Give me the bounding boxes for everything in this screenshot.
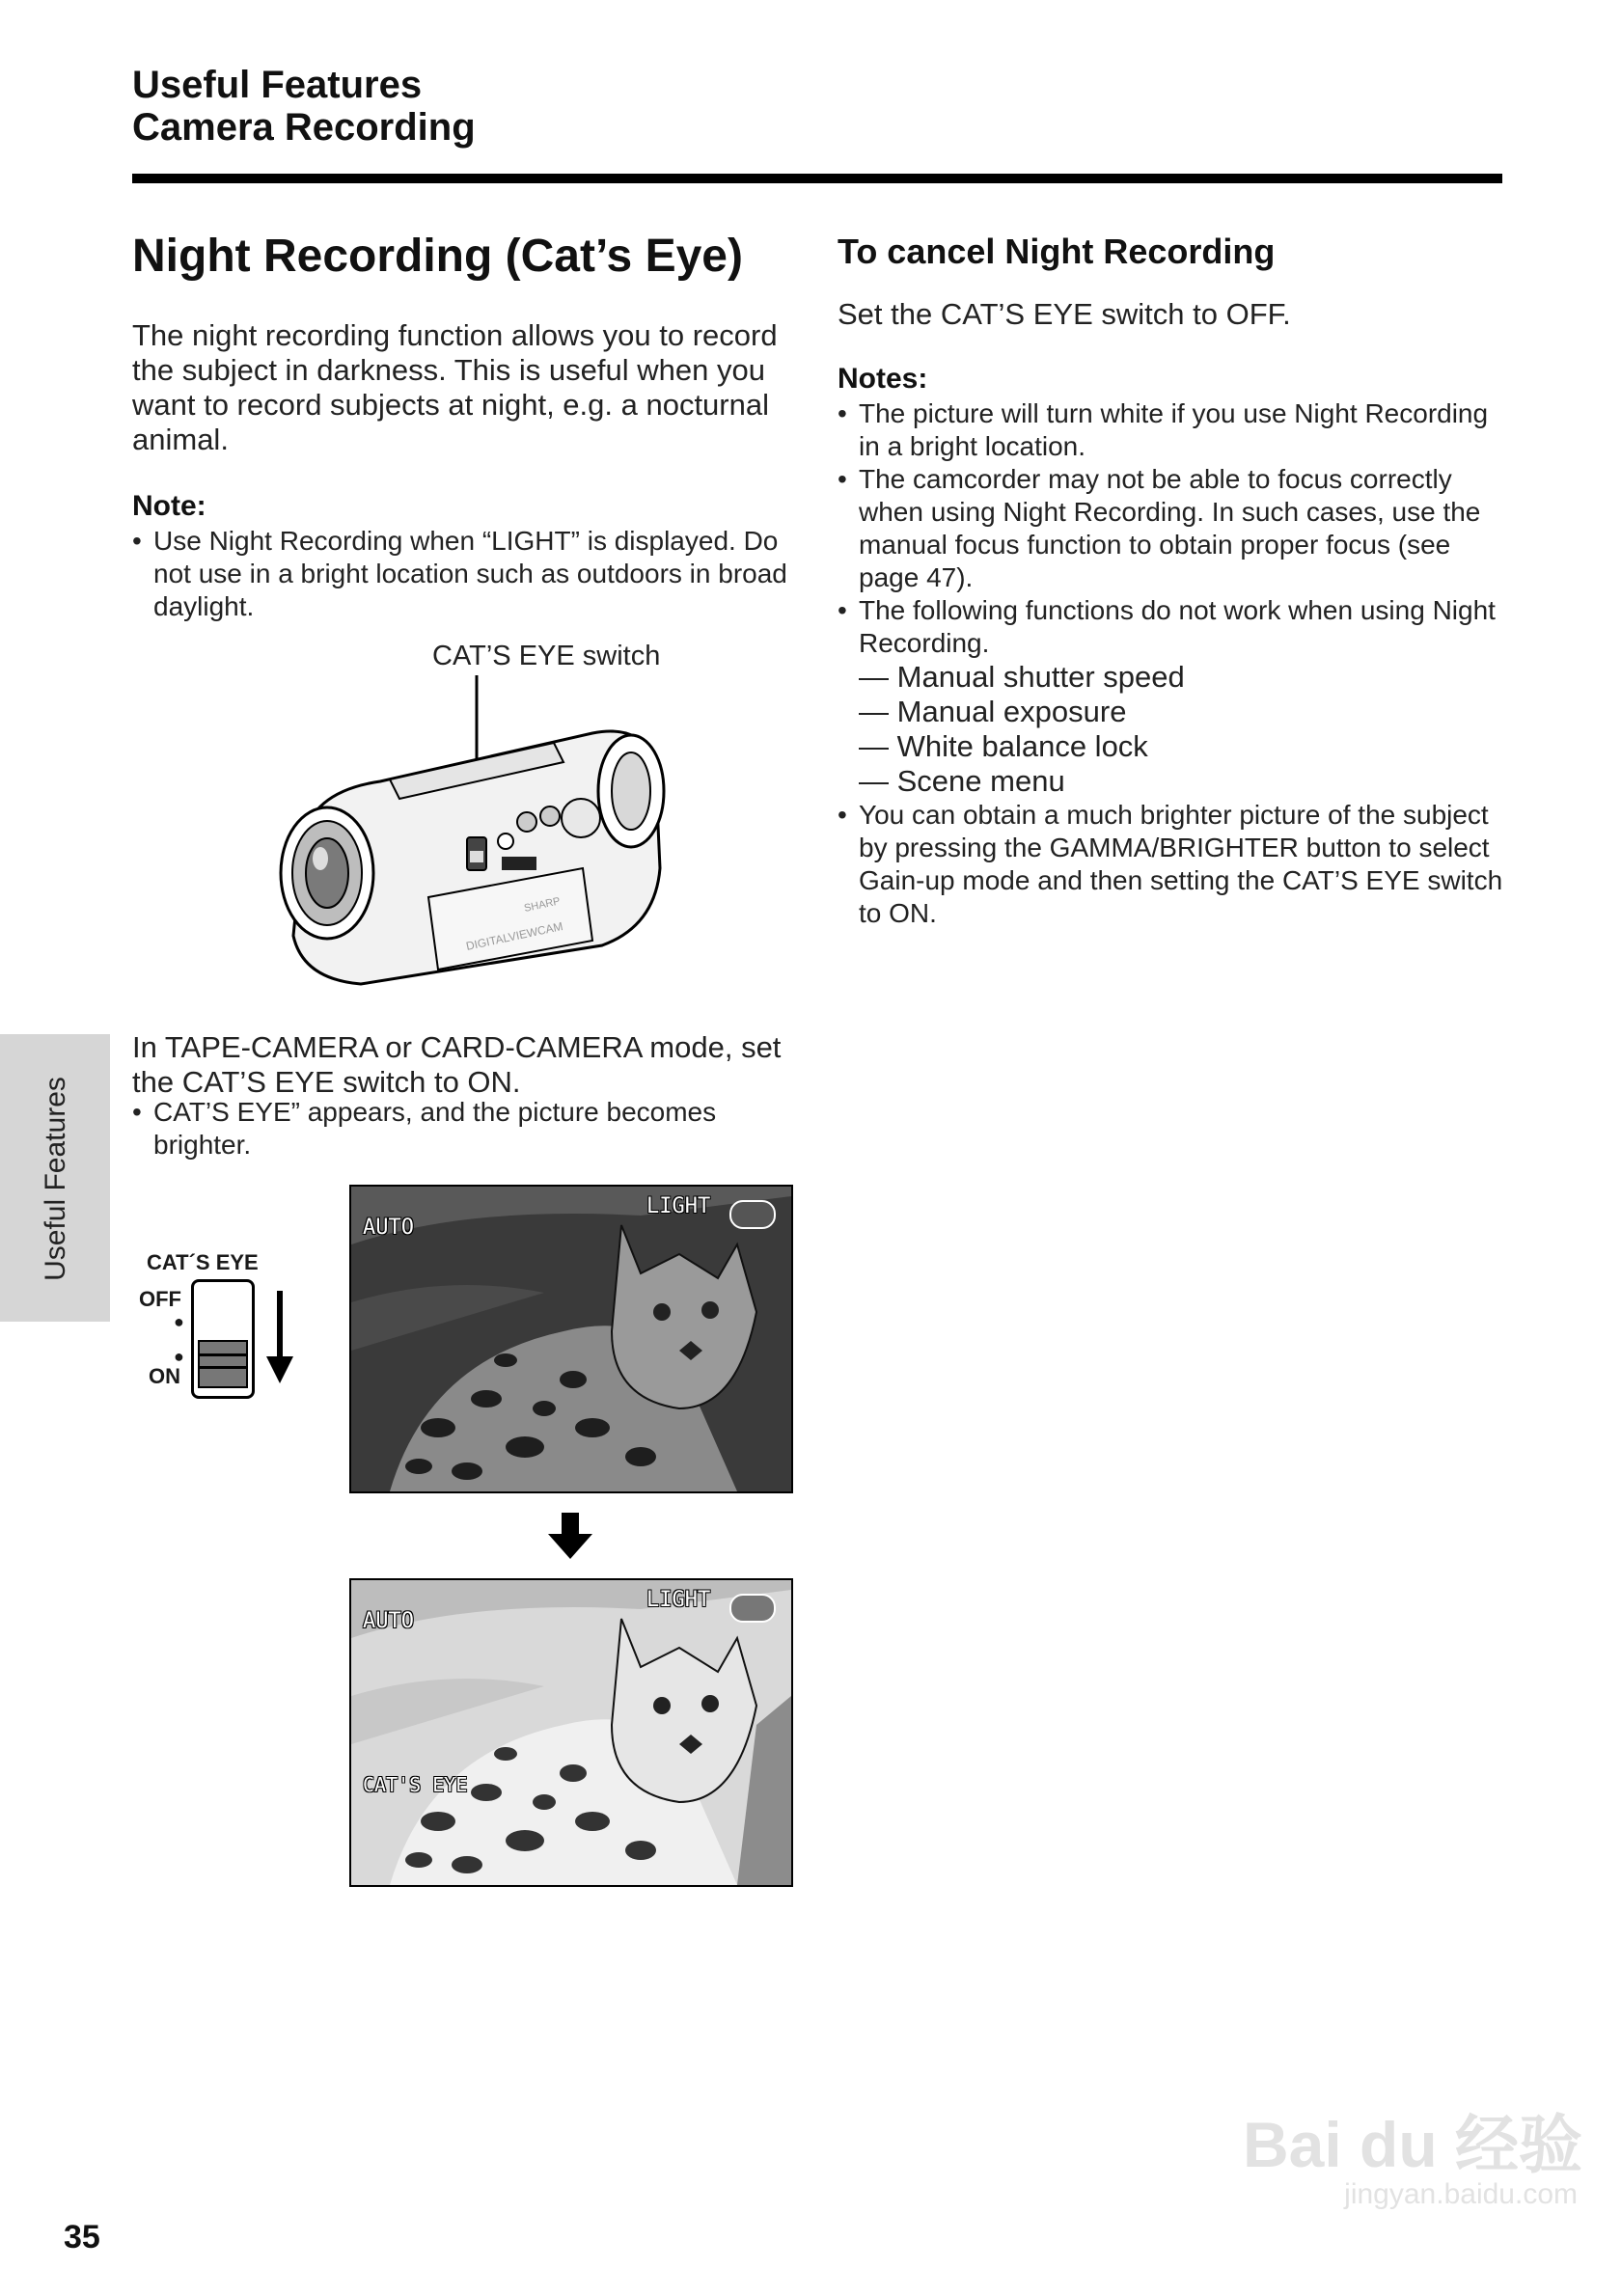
- switch-title: CAT´S EYE: [147, 1250, 259, 1274]
- camera-brand-text: SHARP: [523, 895, 562, 915]
- camera-model-text: DIGITALVIEWCAM: [464, 918, 564, 953]
- switch-caption: CAT’S EYE switch: [432, 641, 661, 671]
- page-number: 35: [64, 2219, 100, 2255]
- cats-eye-icon: [729, 1200, 776, 1229]
- cancel-instruction: Set the CAT’S EYE switch to OFF.: [838, 297, 1291, 331]
- cats-eye-icon: [729, 1594, 776, 1623]
- step-instruction: In TAPE-CAMERA or CARD-CAMERA mode, set the CAT’S EYE switch to ON.: [132, 1030, 782, 1099]
- watermark-logo: Bai du 经验: [1242, 2109, 1582, 2180]
- notes-list: [838, 397, 1503, 930]
- notes-item: • You can obtain a much brighter picture of the subject by pressing the GAMMA/BRIGHTER button to select Gain-up mode and then setting the CAT’S EYE switch to ON.: [838, 800, 1503, 928]
- intro-paragraph: The night recording function allows you to record the subject in darkness. This is useful when you want to record subjects at night, e.g. a nocturnal animal.: [132, 318, 778, 456]
- header-subsection-title: Camera Recording: [132, 106, 476, 149]
- screen2-light-osd: LIGHT: [646, 1588, 711, 1612]
- camcorder-illustration: [274, 675, 679, 994]
- watermark-url: jingyan.baidu.com: [1344, 2178, 1578, 2210]
- ocelot-bright-image: [351, 1580, 791, 1885]
- cancel-section-title: To cancel Night Recording: [838, 232, 1276, 271]
- header-rule: [132, 174, 1502, 183]
- arrow-down-bold-icon: [546, 1513, 594, 1561]
- side-tab-label: Useful Features: [40, 1077, 71, 1281]
- switch-knob: [198, 1340, 248, 1388]
- screen1-light-osd: LIGHT: [646, 1194, 711, 1218]
- screen-after: [349, 1578, 793, 1887]
- step-result-list: [132, 1096, 808, 1162]
- switch-off-label: OFF: [139, 1287, 181, 1311]
- note-item: • Use Night Recording when “LIGHT” is displayed. Do not use in a bright location such as outdoors in broad daylight.: [132, 526, 787, 621]
- switch-body: [191, 1279, 255, 1399]
- notes-item: • The picture will turn white if you use Night Recording in a bright location.: [838, 398, 1489, 461]
- screen1-mode-osd: AUTO: [363, 1216, 414, 1240]
- page-title: Night Recording (Cat’s Eye): [132, 231, 743, 282]
- dash-item: — White balance lock: [859, 729, 1148, 763]
- dash-item: — Manual exposure: [859, 695, 1127, 728]
- step-result-item: • CAT’S EYE” appears, and the picture becomes brighter.: [132, 1097, 717, 1160]
- screen-before: [349, 1185, 793, 1493]
- arrow-down-icon: [262, 1291, 297, 1387]
- switch-on-label: ON: [149, 1364, 180, 1388]
- screen2-cats-eye-osd: CAT'S EYE: [363, 1773, 468, 1796]
- notes-label: Notes:: [838, 363, 928, 395]
- ocelot-dark-image: [351, 1187, 791, 1491]
- note-label: Note:: [132, 490, 206, 522]
- cats-eye-switch-diagram: CAT´S EYE OFF ● ● ON: [135, 1250, 318, 1405]
- screen2-mode-osd: AUTO: [363, 1609, 414, 1633]
- note-list: [132, 525, 808, 623]
- notes-item: • The camcorder may not be able to focus correctly when using Night Recording. In such cases, use the manual focus function to obtain proper focus (see page 47).: [838, 464, 1481, 592]
- dash-item: — Scene menu: [859, 764, 1065, 798]
- dash-item: — Manual shutter speed: [859, 660, 1185, 694]
- header-section-title: Useful Features: [132, 64, 423, 106]
- notes-item: • The following functions do not work when using Night Recording.: [838, 595, 1496, 658]
